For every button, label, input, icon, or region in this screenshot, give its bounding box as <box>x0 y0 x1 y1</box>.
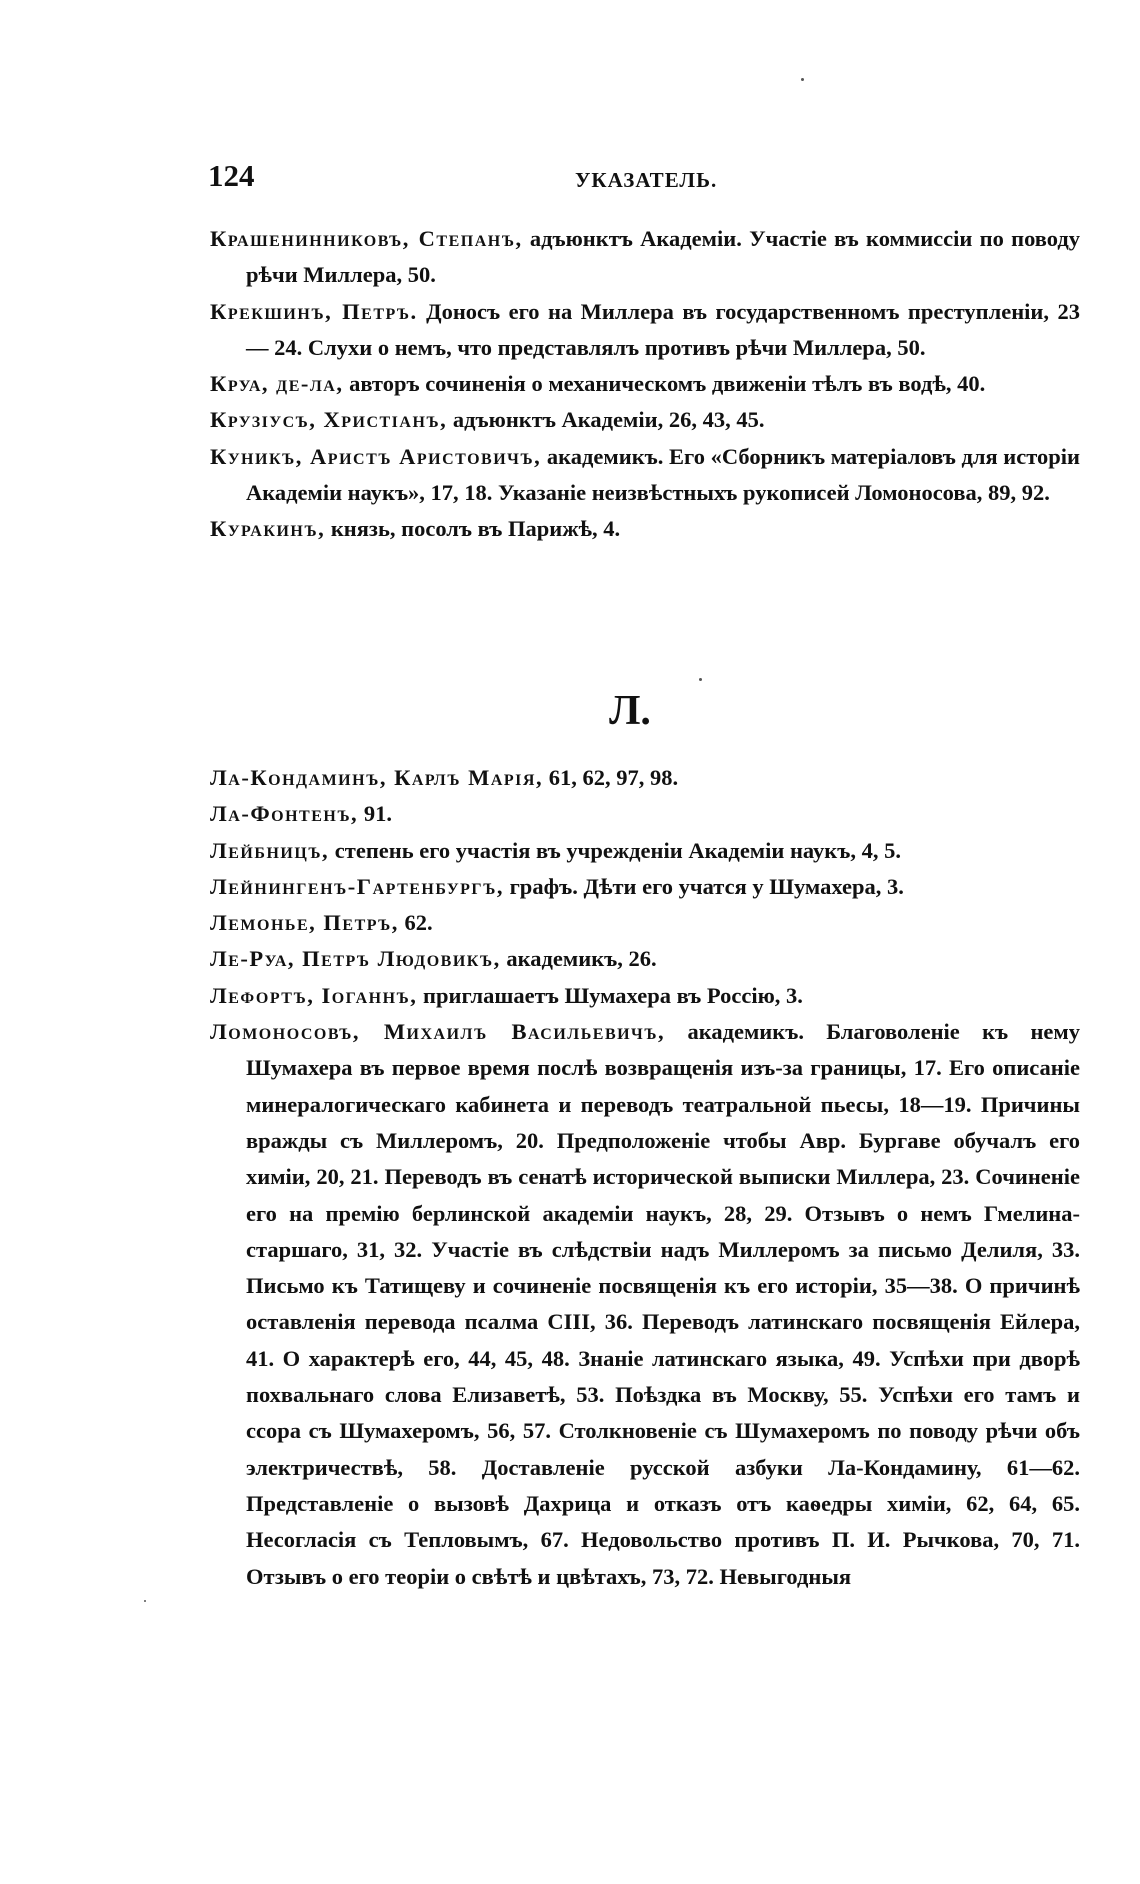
entry-head: Куникъ, Аристъ Аристовичъ, <box>210 443 542 469</box>
entry-head: Крузіусъ, Христіанъ, <box>210 407 448 433</box>
index-entry <box>210 439 1080 512</box>
entry-text: академикъ, 26. <box>500 946 657 972</box>
entry-head: Ломоносовъ, Михаилъ Васильевичъ, <box>210 1019 666 1045</box>
index-entry <box>210 221 1080 294</box>
entry-head: Ле-Руа, Петръ Людовикъ, <box>210 946 501 972</box>
entry-text: графъ. Дѣти его учатся у Шумахера, 3. <box>503 873 904 899</box>
entry-text: князь, посолъ въ Парижѣ, 4. <box>325 516 621 542</box>
index-entry <box>210 1014 1080 1595</box>
entry-head: Лейнингенъ-Гартенбургъ, <box>210 873 504 899</box>
index-entry <box>210 978 1080 1014</box>
index-section-k <box>210 221 1080 548</box>
entry-text: 91. <box>358 801 392 827</box>
entry-text: 62. <box>398 910 433 936</box>
entry-head: Крашенинниковъ, Степанъ, <box>210 226 523 251</box>
index-entry <box>210 796 1080 832</box>
entry-text: 61, 62, 97, 98. <box>543 765 679 790</box>
index-section-l <box>210 760 1080 1595</box>
index-entry <box>210 941 1080 977</box>
entry-text: академикъ. Благоволеніе къ нему Шумахера въ первое время послѣ возвращенія изъ-за границы, 17. Его описаніе минералогическаго кабинета и переводъ театральной пьесы, 18—19. Причины вражды съ Миллеромъ, 20. Предположеніе чтобы Авр. Бургаве обучалъ его химіи, 20, 21. Переводъ въ сенатѣ исторической выписки Миллера, 23. Сочиненіе его на премію берлинской академіи наукъ, 28, 29. Отзывъ о немъ Гмелина-старшаго, 31, 32. Участіе въ слѣдствіи надъ Миллеромъ за письмо Делиля, 33. Письмо къ Татищеву и сочиненіе посвященія къ его исторіи, 35—38. О причинѣ оставленія перевода псалма CIII, 36. Переводъ латинскаго посвященія Ейлера, 41. О характерѣ его, 44, 45, 48. Знаніе латинскаго языка, 49. Успѣхи при дворѣ похвальнаго слова Елизаветѣ, 53. Поѣздка въ Москву, 55. Успѣхи его тамъ и ссора съ Шумахеромъ, 56, 57. Столкновеніе съ Шумахеромъ по поводу рѣчи объ электричествѣ, 58. Доставленіе русской азбуки Ла-Кондамину, 61—62. Представленіе о вызовѣ Дахрица и отказъ отъ каѳедры химіи, 62, 64, 65. Несогласія съ Тепловымъ, 67. Недовольство противъ П. И. Рычкова, 70, 71. Отзывъ о его теоріи о свѣтѣ и цвѣтахъ, 73, 72. Невыгодныя <box>246 1019 1080 1589</box>
running-title: УКАЗАТЕЛЬ. <box>575 168 718 192</box>
index-entry <box>210 366 1080 402</box>
print-speck <box>699 678 702 681</box>
entry-head: Лейбницъ, <box>210 837 330 863</box>
index-entry <box>210 294 1080 367</box>
entry-text: приглашаетъ Шумахера въ Россію, 3. <box>417 982 803 1008</box>
entry-head: Крекшинъ, Петръ. <box>210 298 418 324</box>
section-letter-heading: Л. <box>609 688 651 734</box>
index-entry <box>210 833 1080 869</box>
entry-head: Лефортъ, Іоганнъ, <box>210 982 418 1008</box>
entry-text: адъюнктъ Академіи, 26, 43, 45. <box>447 407 765 433</box>
index-entry <box>210 760 1080 796</box>
entry-text: авторъ сочиненія о механическомъ движеніи тѣлъ въ водѣ, 40. <box>343 371 986 397</box>
entry-text: адъюнктъ Академіи. Участіе въ коммиссіи по поводу рѣчи Миллера, 50. <box>246 226 1080 288</box>
entry-head: Ла-Кондаминъ, Карлъ Марія, <box>210 765 544 790</box>
entry-text: Доносъ его на Миллера въ государственномъ преступленіи, 23 — 24. Слухи о немъ, что представлялъ противъ рѣчи Миллера, 50. <box>246 298 1080 360</box>
print-speck <box>801 78 804 81</box>
entry-head: Куракинъ, <box>210 516 326 542</box>
index-entry <box>210 511 1080 547</box>
print-speck <box>144 1600 146 1602</box>
entry-head: Круа, де-ла, <box>210 371 344 397</box>
index-entry <box>210 402 1080 438</box>
index-entry <box>210 905 1080 941</box>
entry-head: Лемонье, Петръ, <box>210 910 399 936</box>
index-entry <box>210 869 1080 905</box>
page-number: 124 <box>208 158 255 193</box>
entry-text: степень его участія въ учрежденіи Академіи наукъ, 4, 5. <box>329 837 901 863</box>
entry-head: Ла-Фонтенъ, <box>210 801 359 827</box>
entry-text: академикъ. Его «Сборникъ матеріаловъ для исторіи Академіи наукъ», 17, 18. Указаніе неизвѣстныхъ рукописей Ломоносова, 89, 92. <box>246 443 1080 506</box>
